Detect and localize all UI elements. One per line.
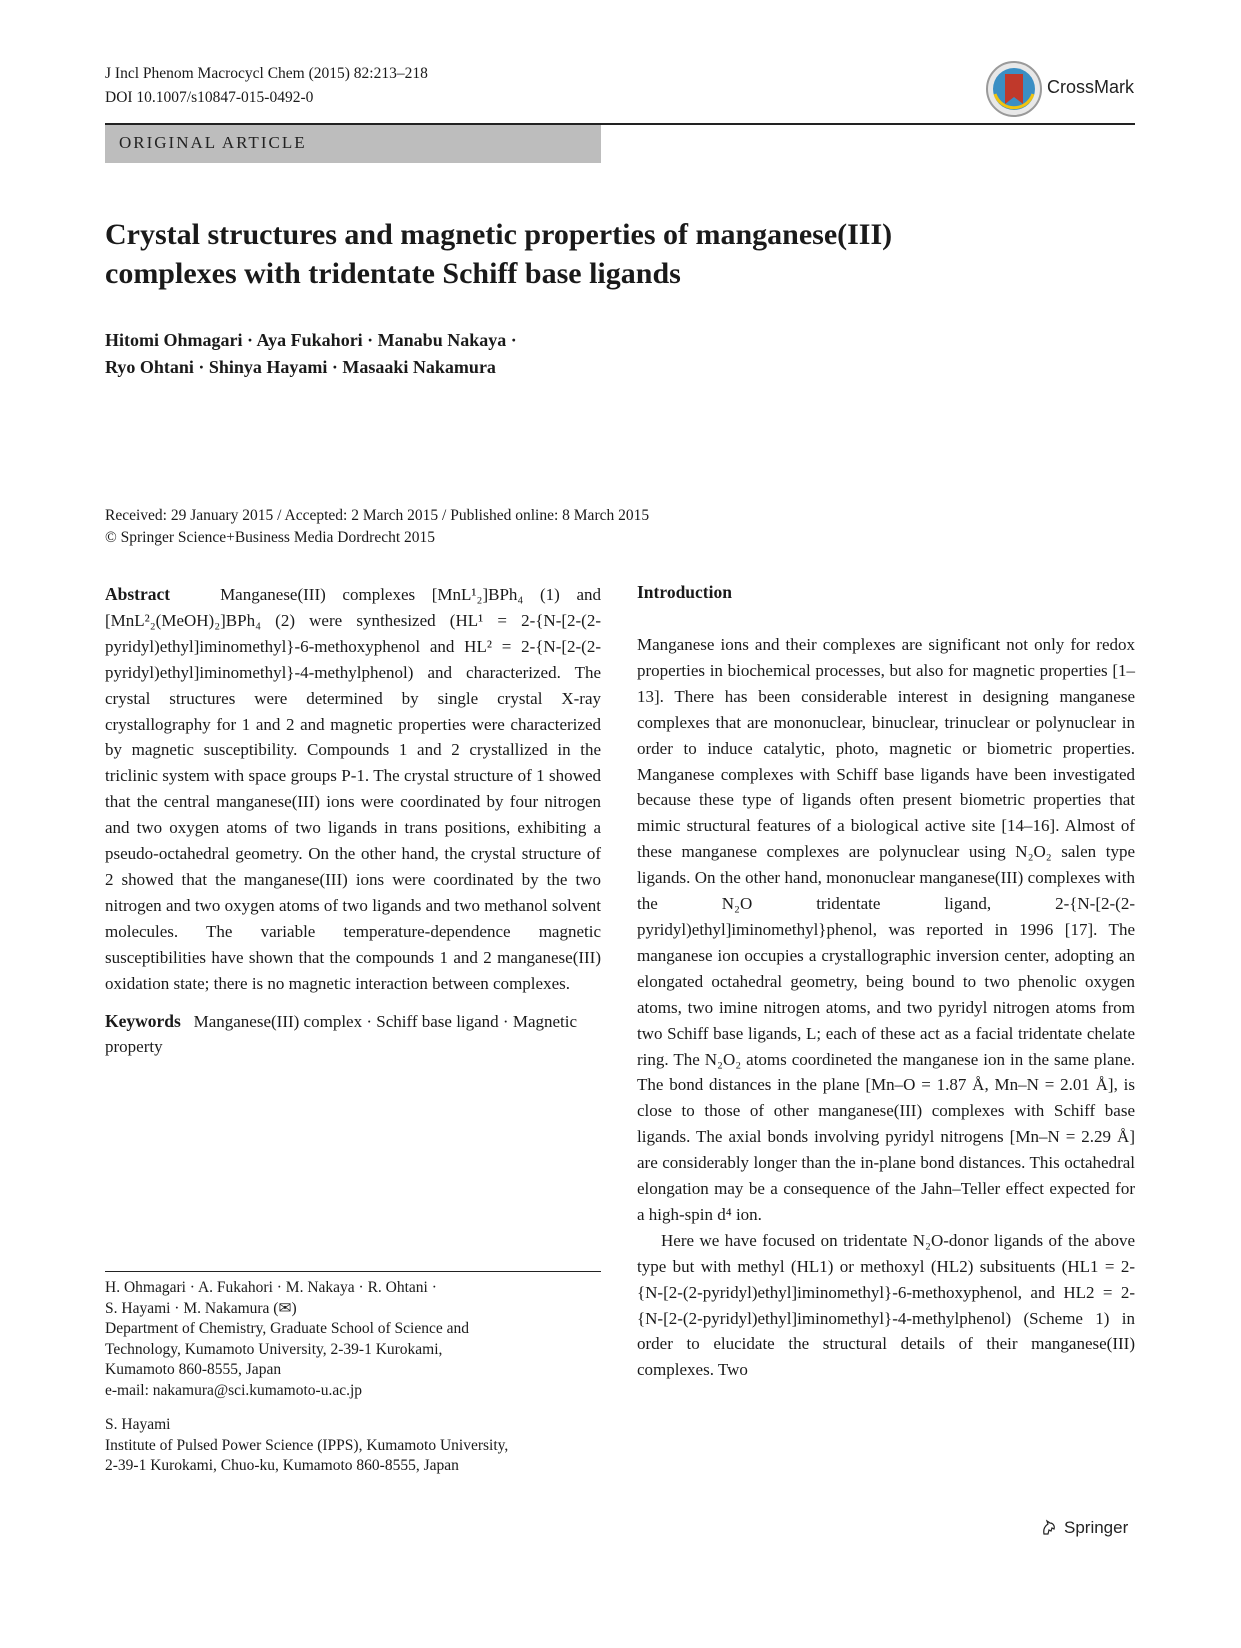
copyright-line: © Springer Science+Business Media Dordrecht 2015 [105,529,436,546]
springer-horse-icon [1040,1518,1058,1536]
aff-line: Technology, Kumamoto University, 2-39-1 Kurokami, [105,1340,443,1358]
author-list [105,327,805,381]
introduction-heading: Introduction [637,582,732,602]
aff-line: H. Ohmagari · A. Fukahori · M. Nakaya · R. Ohtani · [105,1279,437,1296]
doi: DOI 10.1007/s10847-015-0492-0 [105,89,314,106]
authors-line-2: Ryo Ohtani · Shinya Hayami · Masaaki Nakamura [105,357,496,377]
affiliation-rule [105,1271,601,1272]
crossmark-label: CrossMark [1047,77,1135,97]
aff-line: S. Hayami · M. Nakamura (✉) [105,1299,297,1317]
intro-paragraph-1: Manganese ions and their complexes are significant not only for redox properties in biochemical processes, but also for magnetic properties [1–13]. There has been considerable interest in designing manganese complexes that are mononuclear, binuclear, trinuclear or polynuclear in order to induce catalytic, photo, magnetic or biometric properties. Manganese complexes with Schiff base ligands have been investigated because these type of ligands often present biometric properties that mimic structural features of a biological active site [14–16]. Almost of these manganese complexes are polynuclear using N₂O₂ salen type ligands. On the other hand, mononuclear manganese(III) complexes with the N₂O tridentate ligand, 2-{N-[2-(2-pyridyl)ethyl]iminomethyl}phenol, was reported in 1996 [17]. The manganese ion occupies a crystallographic inversion center, adopting an elongated octahedral geometry, being bound to two phenolic oxygen atoms, two imine nitrogen atoms, and two pyridyl nitrogen atoms from two Schiff base ligands, L; each of these act as a facial tridentate chelate ring. The N₂O₂ atoms coordineted the manganese ion in the same plane. The bond distances in the plane [Mn–O = 1.87 Å, Mn–N = 2.01 Å], is close to those of other manganese(III) complexes with Schiff base ligands. The axial bonds involving pyridyl nitrogens [Mn–N = 2.29 Å] are considerably longer than the in-plane bond distances. This octahedral elongation may be a consequence of the Jahn–Teller effect expected for a high-spin d⁴ ion. [637,635,1135,1224]
keywords-text: Manganese(III) complex · Schiff base ligand · Magnetic property [105,1011,578,1057]
crossmark-icon [985,60,1043,118]
paper-title [105,215,1135,293]
title-line-2: complexes with tridentate Schiff base ligands [105,257,681,290]
abstract-paragraph [105,582,601,997]
authors-line-1: Hitomi Ohmagari · Aya Fukahori · Manabu Nakaya · [105,330,517,350]
crossmark-badge[interactable] [985,60,1135,118]
aff-line: Kumamoto 860-8555, Japan [105,1361,282,1378]
publisher-mark [1040,1518,1128,1538]
publisher-name: Springer [1064,1518,1129,1537]
article-type: ORIGINAL ARTICLE [119,133,307,152]
publication-dates [105,505,1005,549]
abstract-section [105,582,601,1060]
title-line-1: Crystal structures and magnetic properties of manganese(III) [105,218,893,251]
abstract-heading: Abstract [105,584,171,604]
keywords-heading: Keywords [105,1010,181,1031]
intro-paragraph-2: Here we have focused on tridentate N₂O-donor ligands of the above type but with methyl (HL1) or methoxyl (HL2) subsituents (HL1 = 2-{N-[2-(2-pyridyl)ethyl]iminomethyl}-6-methoxyphenol, and HL2 = 2-{N-[2-(2-pyridyl)ethyl]iminomethyl}-4-methylphenol) (Scheme 1) in order to elucidate the structural details of their manganese(III) complexes. Two [637,1230,1135,1380]
aff-line: Institute of Pulsed Power Science (IPPS), Kumamoto University, [105,1436,509,1454]
aff-line: Department of Chemistry, Graduate School of Science and [105,1320,469,1337]
journal-reference: J Incl Phenom Macrocycl Chem (2015) 82:213–218 [105,65,428,82]
dates-line: Received: 29 January 2015 / Accepted: 2 March 2015 / Published online: 8 March 2015 [105,507,650,524]
introduction-body [637,632,1135,1383]
affiliations [105,1278,601,1477]
keywords-paragraph [105,1009,601,1061]
aff-line: 2-39-1 Kurokami, Chuo-ku, Kumamoto 860-8555, Japan [105,1457,459,1474]
corresponding-email[interactable]: e-mail: nakamura@sci.kumamoto-u.ac.jp [105,1381,363,1399]
article-type-bar [105,125,601,163]
aff-line: S. Hayami [105,1416,171,1433]
abstract-text: Manganese(III) complexes [MnL¹₂]BPh₄ (1) and [MnL²₂(MeOH)₂]BPh₄ (2) were synthesized (HL¹ = 2-{N-[2-(2-pyridyl)ethyl]iminomethyl}-6-methoxyphenol and HL² = 2-{N-[2-(2-pyridyl)ethyl]iminomethyl}-4-methylphenol) and characterized. The crystal structures were determined by single crystal X-ray crystallography for 1 and 2 and magnetic properties were characterized by magnetic susceptibility. Compounds 1 and 2 crystallized in the triclinic system with space groups P-1. The crystal structure of 1 showed that the central manganese(III) ions were coordinated by four nitrogen and two oxygen atoms of two ligands in trans positions, exhibiting a pseudo-octahedral geometry. On the other hand, the crystal structure of 2 showed that the manganese(III) ions were coordinated by the two nitrogen and two oxygen atoms of two ligands and two methanol solvent molecules. The variable temperature-dependence magnetic susceptibilities have shown that the compounds 1 and 2 manganese(III) oxidation state; there is no magnetic interaction between complexes. [105,585,601,993]
